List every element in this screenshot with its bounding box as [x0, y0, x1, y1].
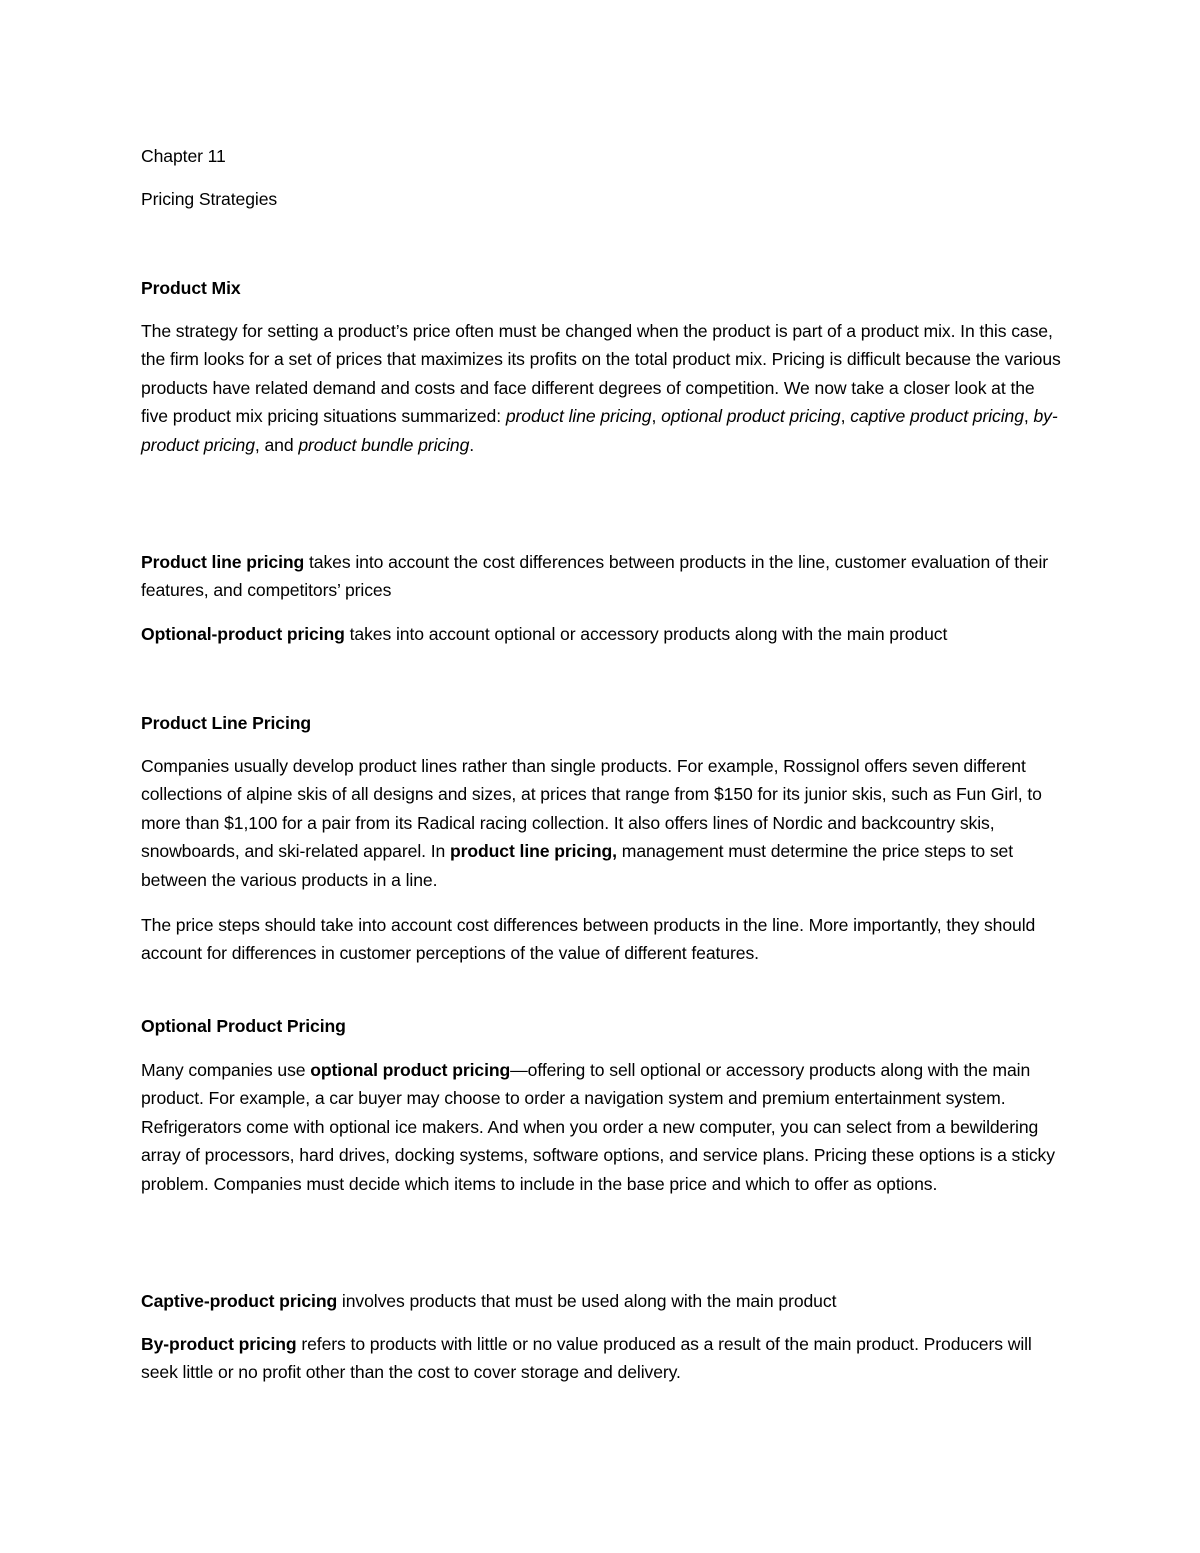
mix-item-optional: optional product pricing [661, 406, 841, 427]
section-heading-optional-product-pricing: Optional Product Pricing [141, 1016, 346, 1036]
mix-item-captive: captive product pricing [850, 406, 1024, 427]
product-line-pricing-paragraph-1 [141, 752, 1066, 894]
definition-term: Optional-product pricing [141, 624, 345, 644]
definition-text: involves products that must be used along with the main product [337, 1291, 837, 1311]
sentence-end: . [469, 434, 475, 455]
paragraph-text: Companies usually develop product lines rather than single products. For example, Rossignol offers seven different collections of alpine skis of all designs and sizes, at prices that range from $150 for its junior skis, such as Fun Girl, to more than $1,100 for a pair from its Radical racing collection. It also offers lines of Nordic and backcountry skis, snowboards, and ski-related apparel. In [141, 756, 1042, 862]
section-heading-product-mix: Product Mix [141, 278, 241, 298]
definition-text: refers to products with little or no value produced as a result of the main product. Producers will seek little or no profit other than the cost to cover storage and delivery. [141, 1334, 1032, 1383]
mix-item-by-product: by-product pricing [141, 406, 1058, 455]
document-title: Pricing Strategies [141, 189, 278, 209]
product-line-pricing-paragraph-2: The price steps should take into account cost differences between products in the line. More importantly, they should account for differences in customer perceptions of the value of different features. [141, 915, 1036, 964]
mix-item-product-line: product line pricing [505, 406, 652, 427]
bold-term: product line pricing, [449, 841, 617, 862]
definition-term: Captive-product pricing [141, 1291, 338, 1311]
definition-term: By-product pricing [141, 1334, 297, 1354]
separator: , [1023, 406, 1034, 427]
definition-text: takes into account optional or accessory products along with the main product [344, 624, 948, 644]
separator: , [651, 406, 662, 427]
separator: , [840, 406, 851, 427]
separator-and: , and [254, 434, 299, 455]
product-mix-paragraph [141, 317, 1066, 459]
product-mix-intro: The strategy for setting a product’s price often must be changed when the product is part of a product mix. In this case, the firm looks for a set of prices that maximizes its profits on the total product mix. Pricing is difficult because the various products have related demand and costs and face different degrees of competition. We now take a closer look at the five product mix pricing situations summarized: [141, 321, 1061, 427]
paragraph-text: Many companies use [141, 1060, 311, 1080]
paragraph-text: —offering to sell optional or accessory products along with the main product. For example, a car buyer may choose to order a navigation system and premium entertainment system. Refrigerators come with optional ice makers. And when you order a new computer, you can select from a bewildering array of processors, hard drives, docking systems, software options, and service plans. Pricing these options is a sticky problem. Companies must decide which items to include in the base price and which to offer as options. [141, 1060, 1055, 1194]
definition-term: Product line pricing [141, 552, 305, 572]
definition-optional-product-pricing [141, 620, 1066, 648]
definition-text: takes into account the cost differences between products in the line, customer evaluation of their features, and competitors’ prices [141, 552, 1049, 601]
definition-captive-product-pricing [141, 1287, 1066, 1315]
optional-product-pricing-paragraph [141, 1056, 1066, 1198]
bold-term: optional product pricing [310, 1060, 511, 1080]
section-heading-product-line-pricing: Product Line Pricing [141, 713, 312, 733]
paragraph-text: management must determine the price steps to set between the various products in a line. [141, 841, 1014, 890]
mix-item-bundle: product bundle pricing [298, 434, 470, 455]
definition-by-product-pricing [141, 1330, 1066, 1387]
definition-product-line-pricing [141, 548, 1066, 605]
chapter-label: Chapter 11 [141, 146, 226, 166]
